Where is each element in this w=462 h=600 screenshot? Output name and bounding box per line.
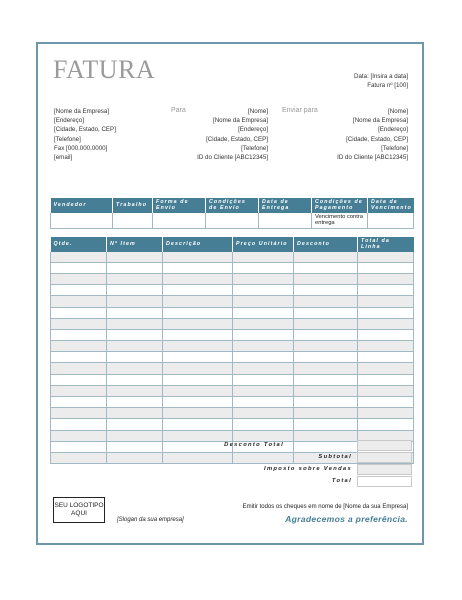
item-cell-discount[interactable]	[294, 273, 358, 284]
item-cell-qty[interactable]	[51, 430, 107, 441]
bill-to-name[interactable]: [Nome]	[248, 108, 268, 115]
item-cell-line-total[interactable]	[358, 285, 414, 296]
item-cell-qty[interactable]	[51, 385, 107, 396]
item-cell-line-total[interactable]	[358, 352, 414, 363]
item-cell-description[interactable]	[163, 296, 233, 307]
item-cell-description[interactable]	[163, 252, 233, 263]
item-cell-discount[interactable]	[294, 329, 358, 340]
shipping-row	[51, 213, 414, 229]
item-cell-line-total[interactable]	[358, 262, 414, 273]
ship-to-label: Enviar para	[282, 107, 318, 114]
item-cell-qty[interactable]	[51, 262, 107, 273]
item-cell-line-total[interactable]	[358, 307, 414, 318]
item-cell-qty[interactable]	[51, 307, 107, 318]
item-cell-discount[interactable]	[294, 352, 358, 363]
item-cell-item-no[interactable]	[107, 441, 163, 452]
item-cell-unit-price[interactable]	[233, 252, 294, 263]
header-salesperson: Vendedor	[51, 198, 113, 213]
item-cell-description[interactable]	[163, 452, 233, 463]
total-label: Total	[331, 478, 352, 484]
header-payment-terms: Condições de Pagamento	[312, 198, 368, 213]
header-unit-price: Preço Unitário	[233, 237, 294, 252]
bill-to-phone[interactable]: [Telefone]	[241, 144, 268, 152]
item-cell-line-total[interactable]	[358, 296, 414, 307]
item-cell-qty[interactable]	[51, 397, 107, 408]
cell-delivery-date[interactable]	[259, 213, 312, 229]
shipping-header-row	[51, 198, 414, 213]
item-cell-qty[interactable]	[51, 273, 107, 284]
item-cell-description[interactable]	[163, 374, 233, 385]
item-row	[51, 363, 414, 374]
items-table	[50, 237, 414, 464]
header-line-total: Total da Linha	[358, 237, 414, 252]
item-cell-line-total[interactable]	[358, 329, 414, 340]
item-cell-discount[interactable]	[294, 374, 358, 385]
cell-salesperson[interactable]	[51, 213, 113, 229]
item-row	[51, 273, 414, 284]
item-cell-item-no[interactable]	[107, 385, 163, 396]
ship-to-phone[interactable]: [Telefone]	[381, 144, 408, 152]
item-cell-unit-price[interactable]	[233, 408, 294, 419]
item-row	[51, 419, 414, 430]
item-cell-item-no[interactable]	[107, 273, 163, 284]
item-row	[51, 296, 414, 307]
company-info	[54, 107, 116, 162]
item-cell-line-total[interactable]	[358, 397, 414, 408]
item-cell-line-total[interactable]	[358, 408, 414, 419]
item-cell-description[interactable]	[163, 363, 233, 374]
item-cell-description[interactable]	[163, 285, 233, 296]
item-cell-description[interactable]	[163, 430, 233, 441]
item-cell-line-total[interactable]	[358, 273, 414, 284]
item-cell-description[interactable]	[163, 262, 233, 273]
ship-to-company[interactable]: [Nome da Empresa]	[352, 117, 408, 125]
thank-you-message: Agradecemos a preferência.	[285, 514, 408, 524]
item-cell-discount[interactable]	[294, 285, 358, 296]
item-cell-discount[interactable]	[294, 408, 358, 419]
item-cell-unit-price[interactable]	[233, 363, 294, 374]
item-cell-item-no[interactable]	[107, 363, 163, 374]
bill-to-city[interactable]: [Cidade, Estado, CEP]	[206, 135, 268, 143]
discount-total-label: Desconto Total	[224, 442, 284, 448]
item-cell-qty[interactable]	[51, 441, 107, 452]
item-cell-item-no[interactable]	[107, 307, 163, 318]
item-row	[51, 341, 414, 352]
invoice-title: FATURA	[53, 55, 156, 84]
item-cell-unit-price[interactable]	[233, 430, 294, 441]
item-cell-item-no[interactable]	[107, 262, 163, 273]
cell-ship-method[interactable]	[153, 213, 206, 229]
header-description: Descrição	[163, 237, 233, 252]
ship-to-name[interactable]: [Nome]	[388, 108, 408, 115]
item-cell-qty[interactable]	[51, 252, 107, 263]
company-name[interactable]: [Nome da Empresa]	[54, 108, 110, 115]
item-row	[51, 252, 414, 263]
item-row	[51, 352, 414, 363]
item-cell-description[interactable]	[163, 273, 233, 284]
cell-payment-terms[interactable]: Vencimento contra entrega	[312, 213, 368, 229]
items-header-row	[51, 237, 414, 252]
item-cell-discount[interactable]	[294, 385, 358, 396]
item-cell-discount[interactable]	[294, 441, 358, 452]
item-row	[51, 262, 414, 273]
item-cell-qty[interactable]	[51, 296, 107, 307]
bill-to-address[interactable]: [Endereço]	[238, 126, 268, 134]
item-cell-description[interactable]	[163, 419, 233, 430]
invoice-date[interactable]: Data: [Insira a data]	[354, 73, 408, 80]
item-cell-discount[interactable]	[294, 430, 358, 441]
item-cell-description[interactable]	[163, 307, 233, 318]
item-cell-item-no[interactable]	[107, 329, 163, 340]
header-qty: Qtde.	[51, 237, 107, 252]
item-cell-qty[interactable]	[51, 363, 107, 374]
item-cell-qty[interactable]	[51, 452, 107, 463]
item-cell-qty[interactable]	[51, 408, 107, 419]
ship-to-city[interactable]: [Cidade, Estado, CEP]	[346, 135, 408, 143]
item-cell-item-no[interactable]	[107, 408, 163, 419]
item-cell-unit-price[interactable]	[233, 374, 294, 385]
invoice-meta	[354, 72, 408, 90]
item-cell-unit-price[interactable]	[233, 307, 294, 318]
bill-to-label: Para	[171, 107, 186, 114]
header-job: Trabalho	[113, 198, 153, 213]
tax-label: Imposto sobre Vendas	[264, 466, 352, 472]
item-cell-line-total[interactable]	[358, 341, 414, 352]
item-cell-discount[interactable]	[294, 252, 358, 263]
item-row	[51, 374, 414, 385]
item-cell-discount[interactable]	[294, 397, 358, 408]
company-phone[interactable]: [Telefone]	[54, 135, 81, 143]
tax-value[interactable]	[357, 464, 412, 475]
header-discount: Desconto	[294, 237, 358, 252]
item-cell-discount[interactable]	[294, 262, 358, 273]
item-cell-unit-price[interactable]	[233, 385, 294, 396]
item-cell-unit-price[interactable]	[233, 452, 294, 463]
item-cell-qty[interactable]	[51, 374, 107, 385]
item-cell-discount[interactable]	[294, 363, 358, 374]
item-cell-line-total[interactable]	[358, 374, 414, 385]
item-cell-item-no[interactable]	[107, 397, 163, 408]
cell-due-date[interactable]	[368, 213, 414, 229]
item-cell-item-no[interactable]	[107, 430, 163, 441]
header-item-no: Nº Item	[107, 237, 163, 252]
company-address[interactable]: [Endereço]	[54, 117, 84, 125]
item-cell-discount[interactable]	[294, 341, 358, 352]
item-cell-unit-price[interactable]	[233, 419, 294, 430]
item-cell-description[interactable]	[163, 441, 233, 452]
item-cell-description[interactable]	[163, 385, 233, 396]
items-body	[51, 252, 414, 464]
item-cell-qty[interactable]	[51, 419, 107, 430]
company-city[interactable]: [Cidade, Estado, CEP]	[54, 126, 116, 134]
bill-to-company[interactable]: [Nome da Empresa]	[212, 117, 268, 125]
item-cell-line-total[interactable]	[358, 419, 414, 430]
item-cell-unit-price[interactable]	[233, 329, 294, 340]
item-cell-qty[interactable]	[51, 285, 107, 296]
company-slogan[interactable]: [Slogan da sua empresa]	[117, 517, 184, 523]
item-cell-discount[interactable]	[294, 419, 358, 430]
item-cell-qty[interactable]	[51, 318, 107, 329]
bill-to-customer-id[interactable]: ID do Cliente [ABC12345]	[197, 154, 268, 162]
item-cell-unit-price[interactable]	[233, 397, 294, 408]
item-cell-description[interactable]	[163, 329, 233, 340]
company-email[interactable]: [email]	[54, 154, 73, 162]
item-row	[51, 307, 414, 318]
item-cell-item-no[interactable]	[107, 285, 163, 296]
ship-to-info	[337, 107, 408, 162]
item-cell-item-no[interactable]	[107, 341, 163, 352]
cell-job[interactable]	[113, 213, 153, 229]
subtotal-value[interactable]	[357, 452, 412, 463]
item-cell-line-total[interactable]	[358, 252, 414, 263]
item-cell-discount[interactable]	[294, 307, 358, 318]
item-cell-item-no[interactable]	[107, 352, 163, 363]
ship-to-address[interactable]: [Endereço]	[378, 126, 408, 134]
item-cell-unit-price[interactable]	[233, 318, 294, 329]
item-cell-description[interactable]	[163, 341, 233, 352]
header-ship-method: Forma de Envio	[153, 198, 206, 213]
item-row	[51, 385, 414, 396]
item-cell-qty[interactable]	[51, 329, 107, 340]
company-fax[interactable]: Fax [000.000.0000]	[54, 144, 108, 152]
item-row	[51, 329, 414, 340]
header-ship-terms: Condições de Envio	[206, 198, 259, 213]
total-value[interactable]	[357, 476, 412, 487]
item-cell-unit-price[interactable]	[233, 352, 294, 363]
item-cell-unit-price[interactable]	[233, 285, 294, 296]
item-cell-line-total[interactable]	[358, 363, 414, 374]
item-cell-item-no[interactable]	[107, 252, 163, 263]
item-cell-unit-price[interactable]	[233, 273, 294, 284]
item-cell-line-total[interactable]	[358, 385, 414, 396]
item-cell-qty[interactable]	[51, 352, 107, 363]
cell-ship-terms[interactable]	[206, 213, 259, 229]
item-cell-line-total[interactable]	[358, 318, 414, 329]
item-cell-discount[interactable]	[294, 318, 358, 329]
header-due-date: Data de Vencimento	[368, 198, 414, 213]
item-cell-description[interactable]	[163, 397, 233, 408]
item-cell-qty[interactable]	[51, 341, 107, 352]
bill-to-info	[197, 107, 268, 162]
shipping-table	[50, 198, 414, 229]
checks-payable-note: Emitir todos os cheques em nome de [Nome da sua Empresa]	[242, 504, 408, 510]
item-row	[51, 408, 414, 419]
logo-placeholder[interactable]: SEU LOGOTIPO AQUI	[53, 497, 105, 523]
item-cell-unit-price[interactable]	[233, 262, 294, 273]
item-row	[51, 285, 414, 296]
item-cell-unit-price[interactable]	[233, 296, 294, 307]
subtotal-label: Subtotal	[318, 454, 352, 460]
item-cell-discount[interactable]	[294, 296, 358, 307]
item-cell-item-no[interactable]	[107, 419, 163, 430]
item-cell-unit-price[interactable]	[233, 341, 294, 352]
invoice-number[interactable]: Fatura nº [100]	[367, 82, 408, 90]
item-cell-item-no[interactable]	[107, 318, 163, 329]
item-cell-item-no[interactable]	[107, 296, 163, 307]
item-row	[51, 318, 414, 329]
item-row	[51, 397, 414, 408]
header-delivery-date: Data de Entrega	[259, 198, 312, 213]
item-cell-description[interactable]	[163, 408, 233, 419]
item-cell-item-no[interactable]	[107, 374, 163, 385]
discount-total-value[interactable]	[357, 440, 412, 451]
item-cell-description[interactable]	[163, 318, 233, 329]
item-cell-item-no[interactable]	[107, 452, 163, 463]
item-cell-description[interactable]	[163, 352, 233, 363]
ship-to-customer-id[interactable]: ID do Cliente [ABC12345]	[337, 154, 408, 162]
